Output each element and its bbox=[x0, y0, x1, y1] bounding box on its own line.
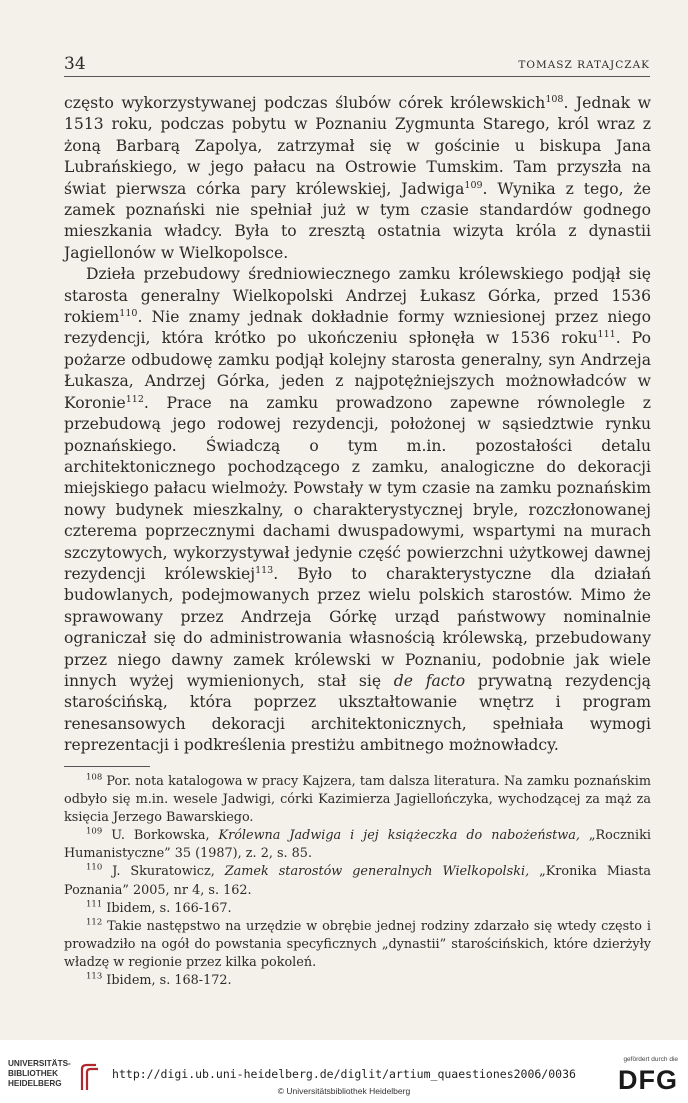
viewer-footer-bar bbox=[0, 1040, 688, 1103]
library-name: UNIVERSITÄTS- BIBLIOTHEK HEIDELBERG bbox=[8, 1059, 71, 1088]
italic-phrase: de facto bbox=[393, 671, 466, 690]
paragraph-2: Dzieła przebudowy średniowiecznego zamku królewskiego podjął się starosta generalny Wielkopolski Andrzej Łukasz Górka, przed 1536 rokiem$^{110}$. Nie znamy jednak dokładnie formy wzniesionej przez niego rezydencji, która krótko po ukończeniu spłonęła w 1536 roku$^{111}$. Po pożarze odbudowę zamku podjął kolejny starosta generalny, syn Andrzeja Łukasza, Andrzej Górka, jeden z najpotężniejszych możnowładców w Koronie$^{112}$. Prace na zamku prowadzono zapewne równolegle z przebudową jego rodowej rezydencji, położonej w sąsiedztwie rynku poznańskiego. Świadczą o tym m.in. pozostałości detalu architektonicznego pochodzącego z zamku, analogiczne do dekoracji miejskiego pałacu wielmoży. Powstały w tym czasie na zamku poznańskim nowy budynek mieszkalny, o charakterystycznej bryle, rozczłonowanej czterema poprzecznymi dachami dwuspadowymi, wspartymi na murach szczytowych, wykorzystywał jedynie część powierzchni użytkowej dawnej rezydencji królewskiej$^{113}$. Było to charakterystyczne dla działań budowlanych, podejmowanych przez wielu polskich starostów. Mimo że sprawowany przez Andrzeja Górkę urząd państwowy nominalnie ograniczał się do administrowania własnością królewską, przebudowany przez niego dawny zamek królewski w Poznaniu, podobnie jak wiele innych wyżej wymienionych, stał się de facto prywatną rezydencją starościńską, która poprzez ukształtowanie wnętrz i program renesansowych dekoracji architektonicznych, spełniała wymogi reprezentacji i podkreślenia prestiżu ambitnego możnowładcy. bbox=[64, 265, 651, 755]
footnote-ref-109[interactable]: 109 bbox=[464, 179, 483, 191]
footnote-109: $^{109}$ U. Borkowska, Królewna Jadwiga i jej książeczka do nabożeństwa, „Roczniki Humanistyczne” 35 (1987), z. 2, s. 85. bbox=[64, 827, 651, 862]
footnote-ref-108[interactable]: 108 bbox=[545, 93, 564, 105]
copyright-notice: © Universitätsbibliothek Heidelberg bbox=[277, 1086, 411, 1096]
footnote-112: $^{112}$ Takie następstwo na urzędzie w obrębie jednej rodziny zdarzało się wtedy często i prowadziło na ogół do powstania specyficznych „dynastii” starościńskich, które dzierżyły władzę w regionie przez kilka pokoleń. bbox=[64, 917, 651, 970]
running-head: TOMASZ RATAJCZAK bbox=[518, 59, 650, 71]
dfg-logo[interactable]: DFG bbox=[618, 1065, 678, 1095]
footnote-ref-111[interactable]: 111 bbox=[597, 329, 616, 341]
page-header bbox=[64, 54, 650, 74]
dfg-block bbox=[608, 1056, 678, 1098]
footnotes bbox=[64, 773, 651, 990]
permalink-url[interactable]: http://digi.ub.uni-heidelberg.de/diglit/artium_quaestiones2006/0036 bbox=[112, 1067, 576, 1081]
body-text bbox=[64, 93, 651, 757]
footnote-rule bbox=[64, 766, 150, 767]
paragraph-1: często wykorzystywanej podczas ślubów córek królewskich$^{108}$. Jednak w 1513 roku, podczas pobytu w Poznaniu Zygmunta Starego, król wraz z żoną Barbarą Zapolya, zatrzymał się w gościnie u biskupa Jana Lubrańskiego, w jego pałacu na Ostrowie Tumskim. Tam przyszła na świat pierwsza córka pary królewskiej, Jadwiga$^{109}$. Wynika z tego, że zamek poznański nie spełniał już w tym czasie standardów godnego mieszkania władcy. Była to zresztą ostatnia wizyta króla z dynastii Jagiellonów w Wielkopolsce. bbox=[64, 93, 652, 262]
funding-note: gefördert durch die bbox=[623, 1056, 678, 1063]
footnote-111: $^{111}$ Ibidem, s. 166-167. bbox=[86, 899, 232, 916]
footnote-ref-110[interactable]: 110 bbox=[119, 307, 138, 319]
page-number: 34 bbox=[64, 54, 86, 74]
header-rule bbox=[64, 76, 650, 77]
footnote-ref-112[interactable]: 112 bbox=[125, 393, 144, 405]
footnote-110: $^{110}$ J. Skuratowicz, Zamek starostów generalnych Wielkopolski, „Kronika Miasta Poznania” 2005, nr 4, s. 162. bbox=[64, 863, 651, 898]
footnote-108: $^{108}$ Por. nota katalogowa w pracy Kajzera, tam dalsza literatura. Na zamku poznańskim odbyło się m.in. wesele Jadwigi, córki Kazimierza Jagiellończyka, wychodzącej za mąż za księcia Jerzego Bawarskiego. bbox=[64, 772, 651, 826]
footnote-113: $^{113}$ Ibidem, s. 168-172. bbox=[86, 971, 232, 989]
footnote-ref-113[interactable]: 113 bbox=[255, 564, 274, 576]
